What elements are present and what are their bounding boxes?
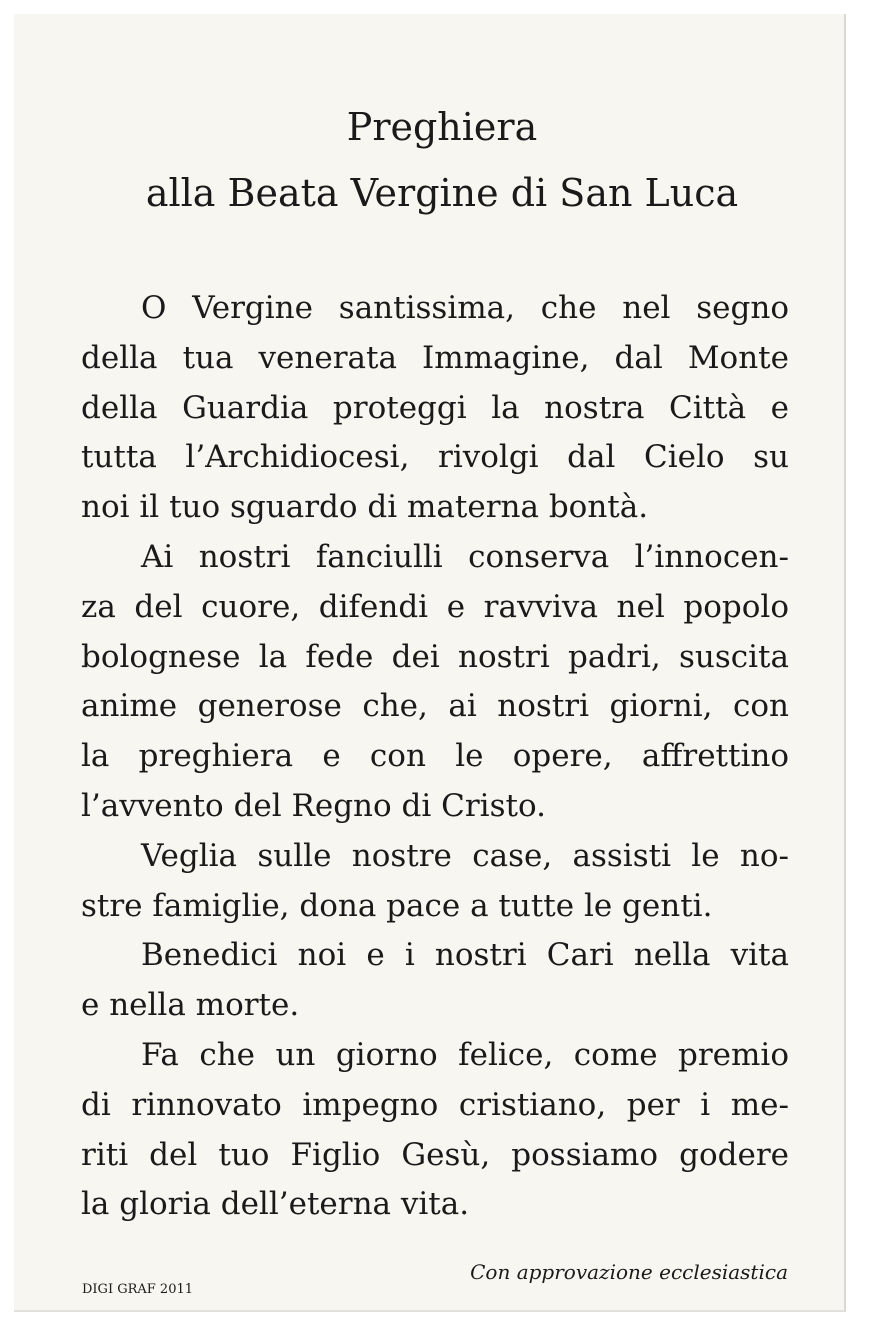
prayer-line: tutta l’Archidiocesi, rivolgi dal Cielo su	[81, 439, 789, 476]
prayer-text	[81, 284, 789, 1230]
prayer-line: di rinnovato impegno cristiano, per i me-	[81, 1086, 789, 1123]
prayer-line: Veglia sulle nostre case, assisti le no-	[141, 837, 789, 874]
printer-credit: DIGI GRAF 2011	[82, 1282, 194, 1297]
prayer-line: bolognese la fede dei nostri padri, suscita	[81, 638, 789, 675]
prayer-line: Fa che un giorno felice, come premio	[141, 1036, 789, 1073]
prayer-line: za del cuore, difendi e ravviva nel popolo	[81, 588, 789, 625]
prayer-line: la preghiera e con le opere, affrettino	[81, 738, 789, 775]
title-line-1: Preghiera	[346, 105, 538, 149]
prayer-line: della Guardia proteggi la nostra Città e	[81, 389, 789, 426]
prayer-line: Ai nostri fanciulli conserva l’innocen-	[141, 538, 789, 575]
prayer-line: e nella morte.	[81, 987, 300, 1024]
prayer-line: stre famiglie, dona pace a tutte le genti.	[81, 887, 713, 924]
prayer-line: della tua venerata Immagine, dal Monte	[81, 339, 789, 376]
prayer-line: la gloria dell’eterna vita.	[81, 1186, 470, 1223]
prayer-line: l’avvento del Regno di Cristo.	[81, 787, 546, 824]
approval-note: Con approvazione ecclesiastica	[470, 1260, 788, 1284]
prayer-line: Benedici noi e i nostri Cari nella vita	[141, 937, 789, 974]
title-line-2: alla Beata Vergine di San Luca	[145, 171, 739, 215]
prayer-line: noi il tuo sguardo di materna bontà.	[81, 489, 649, 526]
prayer-line: O Vergine santissima, che nel segno	[141, 290, 789, 326]
prayer-line: anime generose che, ai nostri giorni, con	[81, 688, 789, 725]
prayer-line: riti del tuo Figlio Gesù, possiamo godere	[81, 1136, 789, 1173]
